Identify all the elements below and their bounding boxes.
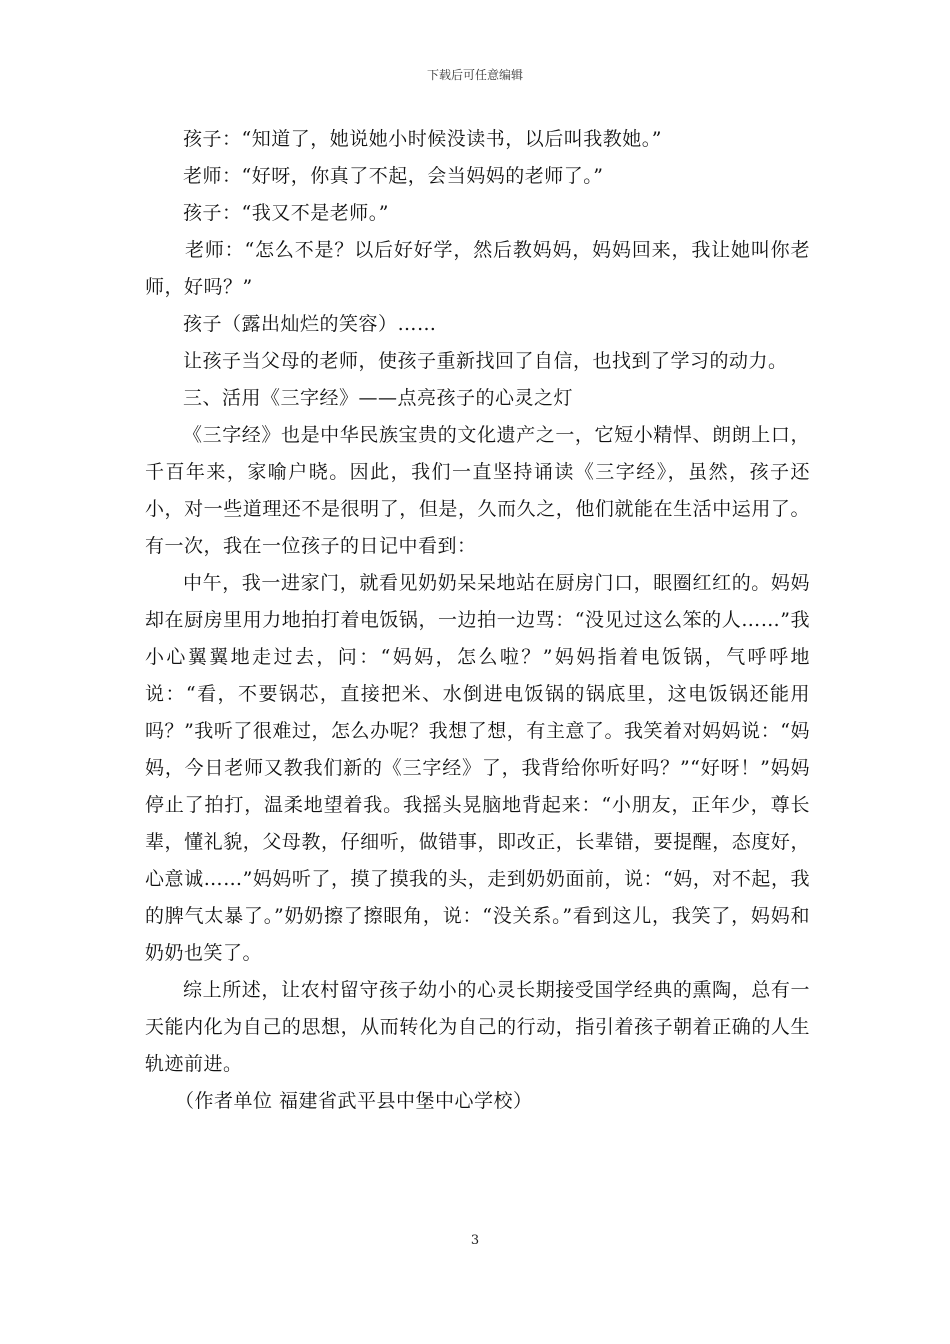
- paragraph-conclusion: 综上所述，让农村留守孩子幼小的心灵长期接受国学经典的熏陶，总有一天能内化为自己的思想，从而转化为自己的行动，指引着孩子朝着正确的人生轨迹前进。: [145, 979, 810, 1075]
- author-affiliation: （作者单位 福建省武平县中堡中心学校）: [175, 1090, 533, 1112]
- section-heading: 三、活用《三字经》——点亮孩子的心灵之灯: [183, 387, 574, 409]
- page-header-note: 下载后可任意编辑: [426, 68, 523, 82]
- paragraph-summary-1: 让孩子当父母的老师，使孩子重新找回了自信，也找到了学习的动力。: [183, 350, 788, 372]
- paragraph-sanzijing-intro: 《三字经》也是中华民族宝贵的文化遗产之一，它短小精悍、朗朗上口，千百年来，家喻户晓。因此，我们一直坚持诵读《三字经》，虽然，孩子还小，对一些道理还不是很明了，但是，久而久之，他们就能在生活中运用了。有一次，我在一位孩子的日记中看到：: [145, 424, 810, 557]
- paragraph-dialog-3: 孩子：“我又不是老师。”: [183, 202, 389, 224]
- document-body: [145, 121, 810, 1120]
- paragraph-dialog-5: 孩子（露出灿烂的笑容）……: [183, 313, 437, 335]
- paragraph-dialog-2: 老师：“好呀，你真了不起，会当妈妈的老师了。”: [183, 165, 604, 187]
- paragraph-dialog-4: 老师：“怎么不是？以后好好学，然后教妈妈，妈妈回来，我让她叫你老师，好吗？”: [145, 239, 810, 298]
- page-number: 3: [470, 1233, 480, 1248]
- paragraph-dialog-1: 孩子：“知道了，她说她小时候没读书，以后叫我教她。”: [183, 128, 662, 150]
- paragraph-diary-excerpt: 中午，我一进家门，就看见奶奶呆呆地站在厨房门口，眼圈红红的。妈妈却在厨房里用力地拍打着电饭锅，一边拍一边骂：“没见过这么笨的人……”我小心翼翼地走过去，问：“妈妈，怎么啦？”妈妈指着电饭锅，气呼呼地说：“看，不要锅芯，直接把米、水倒进电饭锅的锅底里，这电饭锅还能用吗？”我听了很难过，怎么办呢？我想了想，有主意了。我笑着对妈妈说：“妈妈，今日老师又教我们新的《三字经》了，我背给你听好吗？”“好呀！”妈妈停止了拍打，温柔地望着我。我摇头晃脑地背起来：“小朋友，正年少，尊长辈，懂礼貌，父母教，仔细听，做错事，即改正，长辈错，要提醒，态度好，心意诚……”妈妈听了，摸了摸我的头，走到奶奶面前，说：“妈，对不起，我的脾气太暴了。”奶奶擦了擦眼角，说：“没关系。”看到这儿，我笑了，妈妈和奶奶也笑了。: [145, 572, 810, 964]
